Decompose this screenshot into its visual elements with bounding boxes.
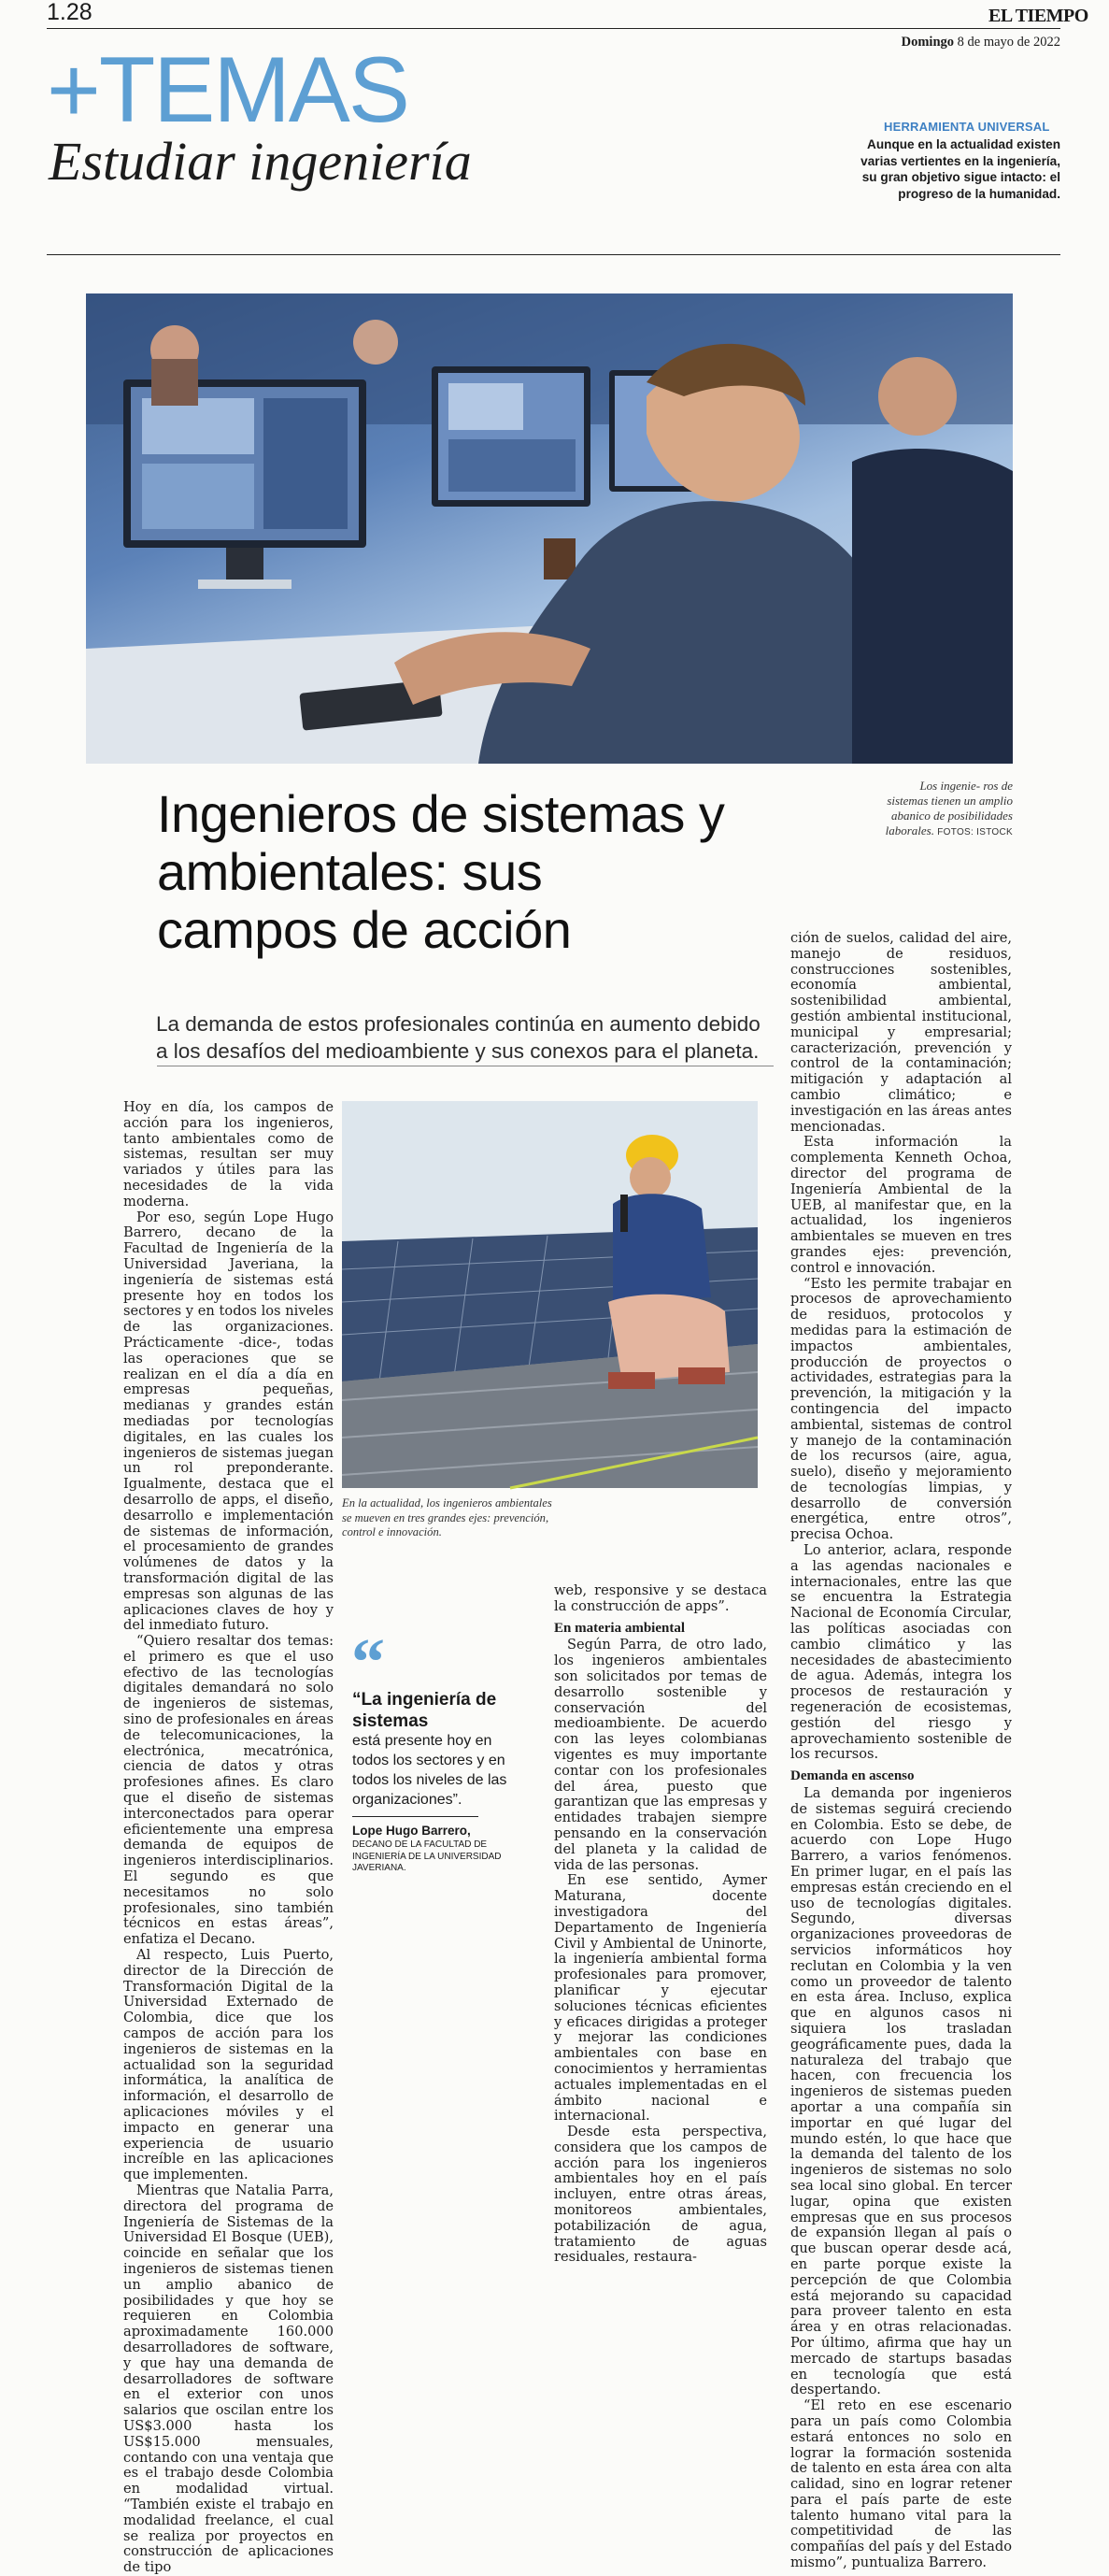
second-photo [342, 1101, 758, 1488]
paragraph: Hoy en día, los campos de acción para los ingenieros, tanto ambientales como de sistemas, resultan ser muy variados y útiles para las necesidades de la vida moderna. [123, 1099, 334, 1209]
pull-quote-lead: “La ingeniería de sistemas [352, 1690, 497, 1731]
paragraph: Al respecto, Luis Puerto, director de la Dirección de Transformación Digital de la Universidad Externado de Colombia, dice que los campos de acción para los ingenieros de sistemas en la actualidad son la seguridad informática, la analítica de información, el desarrollo de aplicaciones móviles y el impacto en generar una experiencia de usuario increíble en las aplicaciones que implementen. [123, 1947, 334, 2183]
section-dek: Aunque en la actualidad existen varias vertientes en la ingeniería, su gran objetivo sigue intacto: el progreso de la humanidad. [860, 137, 1060, 201]
pull-quote-author-role: DECANO DE LA FACULTAD DE INGENIERÍA DE LA UNIVERSIDAD JAVERIANA. [352, 1839, 502, 1873]
pull-quote-author: Lope Hugo Barrero, [352, 1824, 471, 1838]
paragraph: ción de suelos, calidad del aire, manejo de residuos, construcciones sostenibles, economía ambiental, sostenibilidad ambiental, gestión ambiental institucional, municipal y empresarial; caracterización, prevención y control de la contaminación; mitigación y adaptación al cambio climático; e investigación en las áreas antes mencionadas. [790, 930, 1012, 1135]
paragraph: Mientras que Natalia Parra, directora del programa de Ingeniería de Sistemas de la Universidad El Bosque (UEB), coincide en señalar que los ingenieros de sistemas tienen un amplio abanico de posibilidades y que hoy se requieren en Colombia aproximadamente 160.000 desarrolladores de software, y que hay una demanda de desarrolladores de software en el exterior con unos salarios que oscilan entre los US$3.000 hasta los US$15.000 mensuales, contando con una ventaja que es el trabajo desde Colombia en modalidad virtual. “También existe el trabajo en modalidad freelance, el cual se realiza por proyectos en construcción de aplicaciones de tipo [123, 2182, 334, 2576]
subhead-environmental: En materia ambiental [554, 1620, 685, 1636]
deck: La demanda de estos profesionales continúa en aumento debido a los desafíos del medioambiente y sus conexos para el planeta. [156, 1012, 761, 1063]
article-column-4 [790, 930, 1012, 2571]
paragraph: Según Parra, de otro lado, los ingenieros ambientales son solicitados por temas de desarrollo sostenible y conservación del medioambiente. De acuerdo con las leyes colombianas vigentes es muy importante contar con los profesionales del área, puesto que garantizan que las empresas y entidades trabajen siempre pensando en la conservación del planeta y la calidad de vida de las personas. [554, 1637, 767, 1873]
photo-credit: FOTOS: ISTOCK [937, 827, 1013, 837]
paragraph: “El reto en ese escenario para un país como Colombia estará entonces no solo en lograr la formación sostenida de talento en esta área con alta calidad, sino en lograr retener para el país parte de este talento humano vital para la competitividad de las compañías del país y del Estado mismo”, puntualiza Barrero. [790, 2397, 1012, 2571]
main-photo [86, 293, 1013, 764]
paragraph: “Quiero resaltar dos temas: el primero es que el uso efectivo de las tecnologías digitales demandará no solo de ingenieros de sistemas, sino de profesionales en áreas de telecomunicaciones, la electrónica, mecatrónica, ciencia de datos y otras profesiones afines. Es claro que el diseño de sistemas interconectados para operar eficientemente una empresa demanda de equipos de ingenieros interdisciplinarios. El segundo es que necesitamos no solo profesionales, sino también técnicos en estas áreas”, enfatiza el Decano. [123, 1633, 334, 1948]
engineer-on-solar-roof-illustration [342, 1101, 758, 1488]
paragraph: En ese sentido, Aymer Maturana, docente investigadora del Departamento de Ingeniería Civil y Ambiental de Uninorte, la ingeniería ambiental forma profesionales para promover, planificar y ejecutar soluciones técnicas eficientes y eficaces dirigidas a proteger y mejorar las condiciones ambientales con base en conocimientos y herramientas actuales implementadas en el ámbito nacional e internacional. [554, 1872, 767, 2125]
article-column-3 [554, 1582, 767, 2266]
date-day: Domingo [901, 35, 955, 50]
date-line [902, 35, 1060, 50]
section-subtitle: Estudiar ingeniería [49, 131, 472, 192]
subhead-demand: Demanda en ascenso [790, 1768, 915, 1784]
main-photo-caption [878, 779, 1013, 840]
publication-name: EL TIEMPO [988, 6, 1088, 26]
section-title: +TEMAS [47, 37, 408, 141]
headline: Ingenieros de sistemas y ambientales: sus campos de acción [157, 784, 725, 959]
paragraph: “Esto les permite trabajar en procesos de aprovechamiento de residuos, protocolos y medidas para la estimación de impactos ambientales, producción de proyectos o actividades, estrategias para la prevención, la mitigación y la contingencia del impacto ambiental, sistemas de control y manejo de la contaminación de los recursos (aire, agua, suelo), diseño y mejoramiento de tecnologías limpias, y desarrollo de conversión energética, entre otros”, precisa Ochoa. [790, 1275, 1012, 1543]
kicker: HERRAMIENTA UNIVERSAL [884, 120, 1050, 134]
pull-quote-rule [352, 1816, 478, 1817]
pull-quote-body: está presente hoy en todos los sectores y en todos los niveles de las organizaciones”. [352, 1733, 507, 1808]
date-rest: 8 de mayo de 2022 [957, 35, 1060, 50]
paragraph: La demanda por ingenieros de sistemas seguirá creciendo en Colombia. Esto se debe, de acuerdo con Lope Hugo Barrero, a varios fenómenos. En primer lugar, en el país las empresas están creciendo en el uso de tecnologías digitales. Segundo, diversas organizaciones proveedoras de servicios informáticos hoy reclutan en Colombia y la ven como un proveedor de talento en esta área. Incluso, explica que en algunos casos ni siquiera los trasladan geográficamente pues, dada la naturaleza del trabajo que hacen, con frecuencia los ingenieros de sistemas pueden aportar a una compañía sin importar en qué lugar del mundo estén, lo que hace que la demanda del talento de los ingenieros de sistemas no solo sea local sino global. En tercer lugar, opina que existen empresas que en sus procesos de expansión llegan al país o que buscan operar desde acá, en parte porque existe la percepción de que Colombia está mejorando su capacidad para proveer talento en esta área y en otras relacionadas. Por último, afirma que hay un mercado de startups basadas en tecnología que está despertando. [790, 1785, 1012, 2398]
article-column-1 [123, 1099, 334, 2576]
top-rule [47, 28, 1060, 29]
paragraph: Por eso, según Lope Hugo Barrero, decano de la Facultad de Ingeniería de la Universidad Javeriana, la ingeniería de sistemas está presente hoy en todos los sectores y en todos los niveles de las organizaciones. Prácticamente -dice-, todas las operaciones que se realizan en el día a día en empresas pequeñas, medianas y grandes están mediadas por tecnologías digitales, en las cuales los ingenieros de sistemas juegan un rol preponderante. Igualmente, destaca que el desarrollo de apps, el diseño, desarrollo e implementación de sistemas de información, el procesamiento de grandes volúmenes de datos y la transformación digital de las empresas son algunas de las aplicaciones claves de hoy y del inmediato futuro. [123, 1209, 334, 1634]
paragraph: web, responsive y se destaca la construcción de apps”. [554, 1582, 767, 1614]
main-photo-caption-text: Los ingenie- ros de sistemas tienen un amplio abanico de posibilidades laborales. [885, 779, 1013, 837]
paragraph: Desde esta perspectiva, considera que los campos de acción para los ingenieros ambientales hoy en el país incluyen, entre otras áreas, monitoreos ambientales, potabilización de agua, tratamiento de aguas residuales, restaura- [554, 2124, 767, 2266]
quote-mark-icon: “ [351, 1624, 385, 1699]
second-photo-caption: En la actualidad, los ingenieros ambientales se mueven en tres grandes ejes: prevención, control e innovación. [342, 1496, 552, 1538]
paragraph: Lo anterior, aclara, responde a las agendas nacionales e internacionales, entre las que se encuentra la Estrategia Nacional de Economía Circular, las políticas asociadas con cambio climático y las necesidades de abastecimiento de agua. Además, integra los procesos de restauración y regeneración de ecosistemas, gestión del riesgo y aprovechamiento sostenible de los recursos. [790, 1542, 1012, 1763]
engineers-at-computers-illustration [86, 293, 1013, 764]
header-rule [47, 254, 1060, 255]
paragraph: Esta información la complementa Kenneth Ochoa, director del programa de Ingeniería Ambiental de la UEB, al manifestar que, en la actualidad, los ingenieros ambientales se mueven en tres grandes ejes: prevención, control e innovación. [790, 1134, 1012, 1276]
page-number: 1.28 [47, 0, 92, 25]
